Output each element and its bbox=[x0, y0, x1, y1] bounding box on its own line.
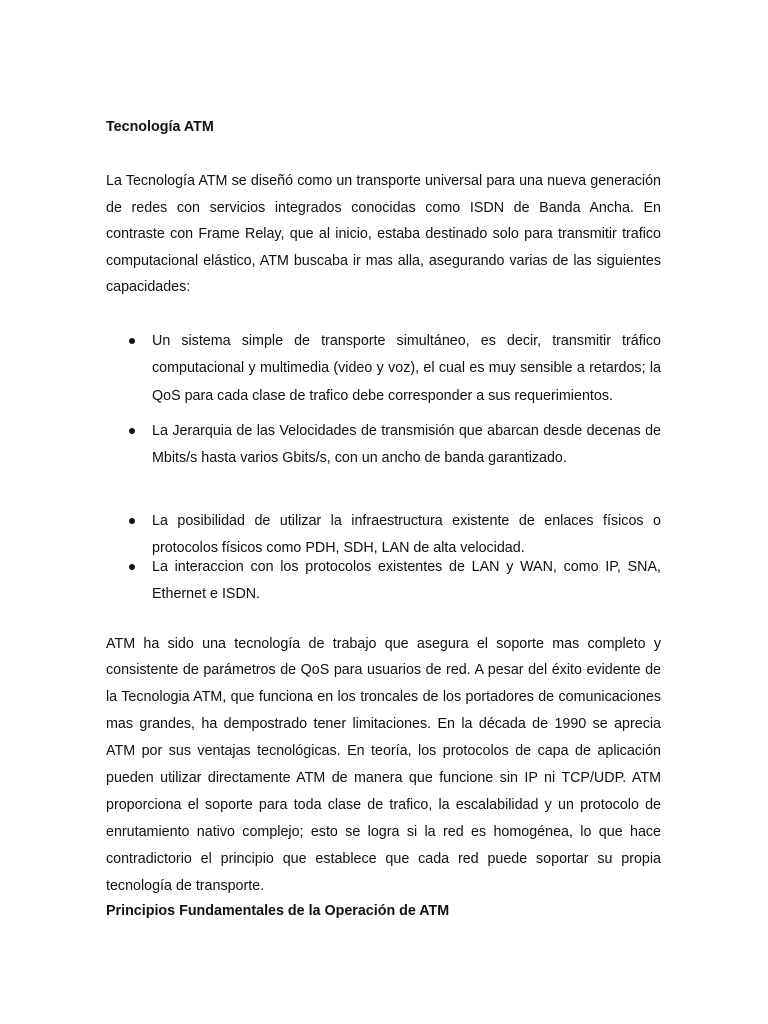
list-item bbox=[106, 328, 661, 418]
list-item bbox=[106, 554, 661, 609]
section-heading: Principios Fundamentales de la Operación de ATM bbox=[106, 902, 450, 919]
list-item-text: La interaccion con los protocolos existentes de LAN y WAN, como IP, SNA, Ethernet e ISDN. bbox=[152, 558, 661, 602]
body-paragraph: ATM ha sido una tecnología de trabajo que asegura el soporte mas completo y consistente de parámetros de QoS para usuarios de red. A pesar del éxito evidente de la Tecnologia ATM, que funciona en los troncales de los portadores de comunicaciones mas grandes, ha dempostrado tener limitaciones. En la década de 1990 se aprecia ATM por sus ventajas tecnológicas. En teoría, los protocolos de capa de aplicación pueden utilizar directamente ATM de manera que funcione sin IP ni TCP/UDP. ATM proporciona el soporte para toda clase de trafico, la escalabilidad y un protocolo de enrutamiento nativo complejo; esto se logra si la red es homogénea, lo que hace contradictorio el principio que establece que cada red puede soportar su propia tecnología de transporte. bbox=[106, 635, 661, 894]
bullet-icon bbox=[129, 518, 135, 524]
bullet-icon bbox=[129, 428, 135, 434]
bullet-icon bbox=[129, 564, 135, 570]
list-item-text: Un sistema simple de transporte simultáneo, es decir, transmitir tráfico computacional y multimedia (video y voz), el cual es muy sensible a retardos; la QoS para cada clase de trafico debe corresponder a sus requerimientos. bbox=[152, 332, 661, 404]
list-item bbox=[106, 418, 661, 508]
list-item-text: La posibilidad de utilizar la infraestructura existente de enlaces físicos o protocolos físicos como PDH, SDH, LAN de alta velocidad. bbox=[152, 512, 661, 556]
list-item-text: La Jerarquia de las Velocidades de transmisión que abarcan desde decenas de Mbits/s hasta varios Gbits/s, con un ancho de banda garantizado. bbox=[152, 422, 661, 466]
bullet-icon bbox=[129, 338, 135, 344]
intro-paragraph: La Tecnología ATM se diseñó como un transporte universal para una nueva generación de redes con servicios integrados conocidas como ISDN de Banda Ancha. En contraste con Frame Relay, que al inicio, estaba destinado solo para transmitir trafico computacional elástico, ATM buscaba ir mas alla, asegurando varias de las siguientes capacidades: bbox=[106, 173, 661, 295]
document-title: Tecnología ATM bbox=[106, 119, 214, 135]
document-content bbox=[106, 117, 661, 922]
capabilities-list bbox=[106, 328, 661, 609]
list-item bbox=[106, 508, 661, 554]
